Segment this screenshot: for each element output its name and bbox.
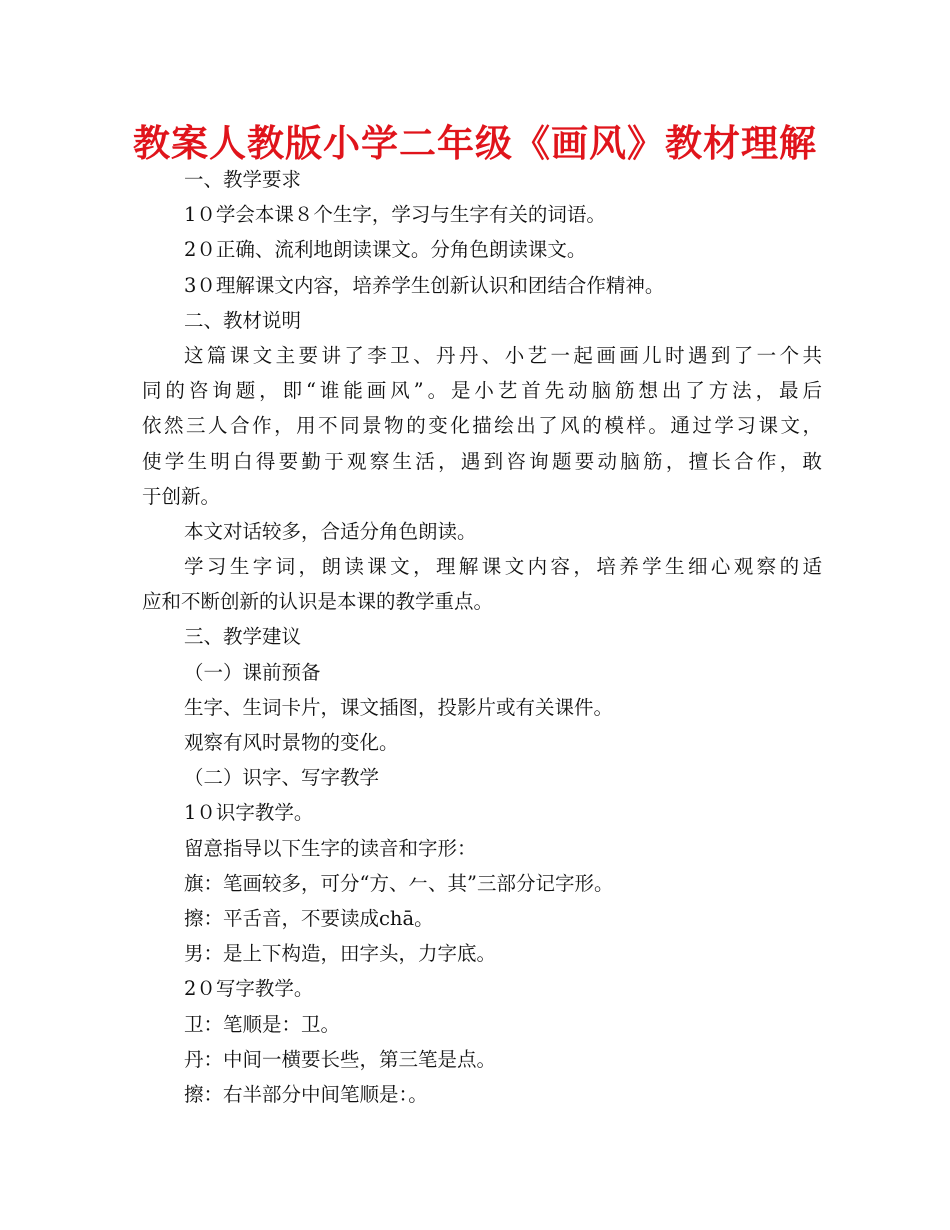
document-body bbox=[142, 162, 822, 1112]
text-line: 本文对话较多，合适分角色朗读。 bbox=[184, 519, 477, 543]
text-line: 1０识字教学。 bbox=[184, 801, 314, 825]
text-line: 2０写字教学。 bbox=[184, 977, 314, 1001]
text-line: 依然三人合作，用不同景物的变化描绘出了风的模样。通过学习课文， bbox=[142, 414, 822, 438]
text-line: 1０学会本课８个生字，学习与生字有关的词语。 bbox=[184, 203, 606, 227]
text-line: （二）识字、写字教学 bbox=[184, 766, 380, 790]
text-line: 同的咨询题，即“谁能画风”。是小艺首先动脑筋想出了方法，最后 bbox=[142, 379, 822, 403]
text-line: 2０正确、流利地朗读课文。分角色朗读课文。 bbox=[184, 238, 587, 262]
text-line: 于创新。 bbox=[142, 484, 221, 508]
text-line: 擦：右半部分中间笔顺是：。 bbox=[184, 1082, 428, 1106]
text-line: 二、教材说明 bbox=[184, 308, 302, 332]
text-line: 生字、生词卡片，课文插图，投影片或有关课件。 bbox=[184, 695, 614, 719]
text-line: 丹：中间一横要长些，第三笔是点。 bbox=[184, 1047, 497, 1071]
text-line: 男：是上下构造，田字头，力字底。 bbox=[184, 942, 497, 966]
text-line: 卫：笔顺是：卫。 bbox=[184, 1012, 341, 1036]
text-line: 学习生字词，朗读课文，理解课文内容，培养学生细心观察的适 bbox=[184, 555, 822, 579]
document-title: 教案人教版小学二年级《画风》教材理解 bbox=[133, 122, 817, 165]
text-line: （一）课前预备 bbox=[184, 660, 321, 684]
text-line: 旗：笔画较多，可分“方、𠂉、其”三部分记字形。 bbox=[184, 871, 614, 895]
text-line: 擦：平舌音，不要读成chā。 bbox=[184, 906, 434, 930]
text-line: 使学生明白得要勤于观察生活，遇到咨询题要动脑筋，擅长合作，敢 bbox=[142, 449, 822, 473]
text-line: 三、教学建议 bbox=[184, 625, 302, 649]
text-line: 这篇课文主要讲了李卫、丹丹、小艺一起画画儿时遇到了一个共 bbox=[184, 343, 822, 367]
text-line: 一、教学要求 bbox=[184, 168, 302, 191]
text-line: 观察有风时景物的变化。 bbox=[184, 731, 399, 754]
text-line: 应和不断创新的认识是本课的教学重点。 bbox=[142, 590, 494, 614]
text-line: 留意指导以下生字的读音和字形： bbox=[184, 836, 477, 860]
text-line: 3０理解课文内容，培养学生创新认识和团结合作精神。 bbox=[184, 273, 665, 297]
